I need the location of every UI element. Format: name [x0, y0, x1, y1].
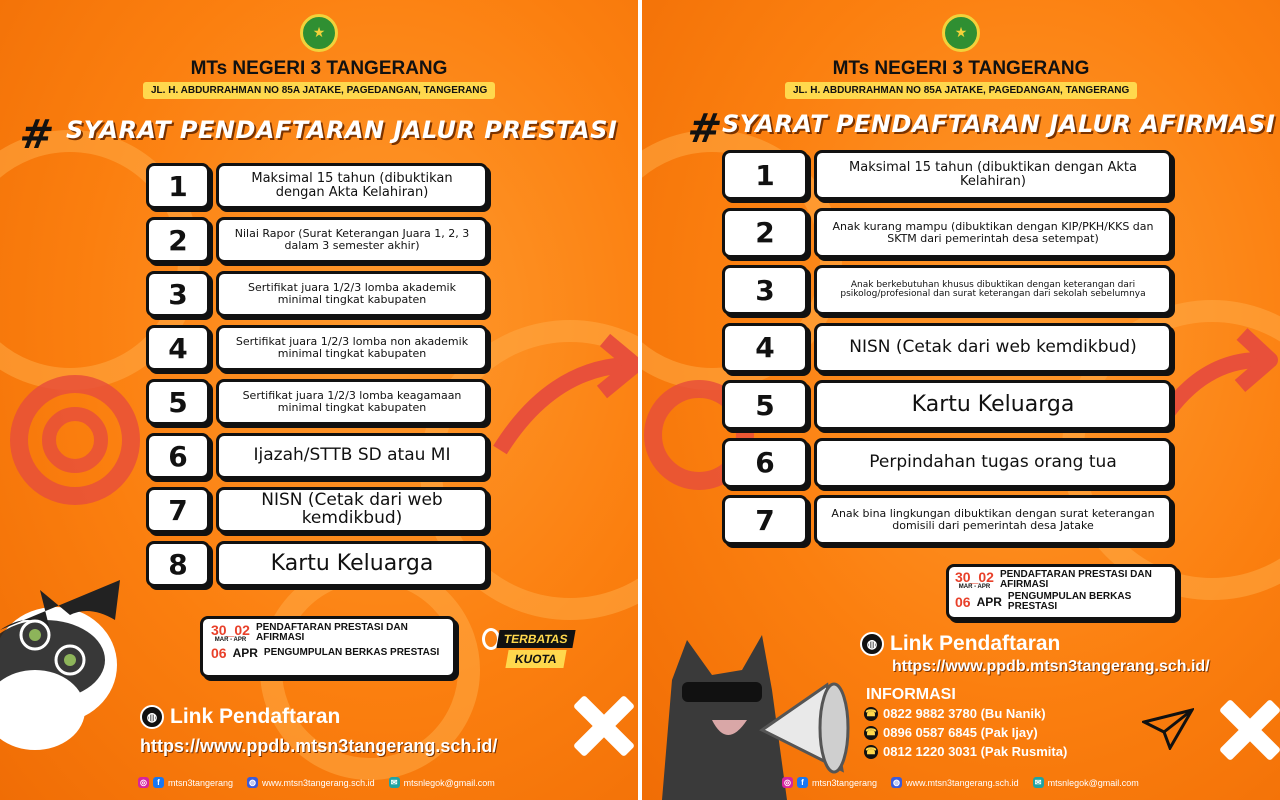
registration-label: PENDAFTARAN PRESTASI DAN AFIRMASI [255, 622, 408, 643]
requirement-row [722, 323, 1172, 373]
requirement-row [146, 541, 488, 587]
globe-icon: ◍ [140, 705, 164, 729]
website-text[interactable]: www.mtsn3tangerang.sch.id [262, 777, 375, 788]
school-logo-emblem: ★ [942, 14, 980, 52]
email-icon: ✉ [389, 777, 400, 788]
school-name: MTs NEGERI 3 TANGERANG [190, 58, 448, 79]
requirement-text: Kartu Keluarga [814, 380, 1172, 430]
cross-icon [574, 696, 634, 756]
requirement-number: 5 [146, 379, 210, 425]
registration-link-label [860, 632, 1060, 656]
poster-prestasi [0, 0, 638, 800]
requirement-number: 6 [722, 438, 808, 488]
registration-label: PENDAFTARAN PRESTASI DAN AFIRMASI [999, 569, 1152, 590]
requirement-row [722, 495, 1172, 545]
phone-icon: ☎ [864, 745, 878, 759]
phone-icon: ☎ [864, 707, 878, 721]
requirement-row [146, 271, 488, 317]
contact-text: 0896 0587 6845 (Pak Ijay) [883, 725, 1038, 740]
date-range: 30_02 [955, 569, 994, 585]
requirement-row [146, 433, 488, 479]
submission-label: PENGUMPULAN BERKAS PRESTASI [1007, 591, 1132, 612]
requirement-text: Sertifikat juara 1/2/3 lomba akademik minimal tingkat kabupaten [216, 271, 488, 317]
requirement-row [146, 379, 488, 425]
hash-symbol: # [16, 112, 57, 158]
page-heading: SYARAT PENDAFTARAN JALUR PRESTASI [66, 116, 618, 144]
school-address: JL. H. ABDURRAHMAN NO 85A JATAKE, PAGEDANGAN, TANGERANG [785, 82, 1137, 99]
footer-contacts [138, 777, 495, 788]
requirement-text: Perpindahan tugas orang tua [814, 438, 1172, 488]
submission-label: PENGUMPULAN BERKAS PRESTASI [263, 647, 440, 658]
requirement-row [722, 438, 1172, 488]
requirement-row [722, 150, 1172, 200]
requirement-row [146, 487, 488, 533]
requirement-row [146, 325, 488, 371]
date-single-month: APR [976, 595, 1002, 609]
requirement-text: NISN (Cetak dari web kemdikbud) [216, 487, 488, 533]
instagram-icon: ◎ [782, 777, 793, 788]
quota-badge [498, 630, 574, 668]
web-icon: ◍ [891, 777, 902, 788]
requirement-text: Anak berkebutuhan khusus dibuktikan dengan keterangan dari psikolog/profesional dan surat keterangan dari sekolah sebelumnya [814, 265, 1172, 315]
instagram-icon: ◎ [138, 777, 149, 788]
email-text[interactable]: mtsnlegok@gmail.com [1047, 777, 1139, 788]
quota-badge-bottom: KUOTA [505, 650, 566, 668]
cross-icon [1220, 700, 1280, 760]
facebook-icon: f [153, 777, 164, 788]
requirement-text: Sertifikat juara 1/2/3 lomba non akademik minimal tingkat kabupaten [216, 325, 488, 371]
arrow-decoration [490, 330, 638, 470]
spiral-decoration [42, 407, 108, 473]
requirement-number: 1 [146, 163, 210, 209]
school-logo-emblem: ★ [300, 14, 338, 52]
requirement-number: 6 [146, 433, 210, 479]
info-title: INFORMASI [866, 686, 956, 703]
requirement-row [722, 265, 1172, 315]
page-heading: SYARAT PENDAFTARAN JALUR AFIRMASI [722, 110, 1276, 138]
contact-phone[interactable] [864, 744, 1067, 759]
date-single: 06 [211, 645, 227, 661]
contact-text: 0822 9882 3780 (Bu Nanik) [883, 706, 1046, 721]
requirement-number: 2 [722, 208, 808, 258]
date-single: 06 [955, 594, 971, 610]
requirement-text: Maksimal 15 tahun (dibuktikan dengan Akta Kelahiran) [814, 150, 1172, 200]
requirement-text: Kartu Keluarga [216, 541, 488, 587]
school-name: MTs NEGERI 3 TANGERANG [832, 58, 1090, 79]
requirement-number: 7 [722, 495, 808, 545]
contact-phone[interactable] [864, 706, 1046, 721]
globe-icon: ◍ [860, 632, 884, 656]
date-range-months: MAR - APR [958, 584, 991, 590]
requirement-text: Anak bina lingkungan dibuktikan dengan surat keterangan domisili dari pemerintah desa Jatake [814, 495, 1172, 545]
registration-url[interactable]: https://www.ppdb.mtsn3tangerang.sch.id/ [892, 658, 1210, 675]
phone-icon: ☎ [864, 726, 878, 740]
school-address: JL. H. ABDURRAHMAN NO 85A JATAKE, PAGEDANGAN, TANGERANG [143, 82, 495, 99]
requirement-number: 4 [722, 323, 808, 373]
email-text[interactable]: mtsnlegok@gmail.com [403, 777, 495, 788]
requirement-row [722, 380, 1172, 430]
contact-text: 0812 1220 3031 (Pak Rusmita) [883, 744, 1068, 759]
requirement-row [146, 217, 488, 263]
website-text[interactable]: www.mtsn3tangerang.sch.id [906, 777, 1019, 788]
link-label-text: Link Pendaftaran [890, 632, 1061, 655]
requirement-text: Ijazah/STTB SD atau MI [216, 433, 488, 479]
requirement-number: 5 [722, 380, 808, 430]
requirement-number: 1 [722, 150, 808, 200]
poster-afirmasi [642, 0, 1280, 800]
social-handle[interactable]: mtsn3tangerang [168, 777, 234, 788]
date-range: 30_02 [211, 622, 250, 638]
link-label-text: Link Pendaftaran [170, 705, 341, 728]
cat-megaphone-illustration [642, 620, 852, 800]
requirement-text: Nilai Rapor (Surat Keterangan Juara 1, 2, 3 dalam 3 semester akhir) [216, 217, 488, 263]
registration-url[interactable]: https://www.ppdb.mtsn3tangerang.sch.id/ [140, 736, 498, 756]
requirement-text: Maksimal 15 tahun (dibuktikan dengan Akta Kelahiran) [216, 163, 488, 209]
requirement-number: 7 [146, 487, 210, 533]
paper-plane-icon [1142, 708, 1194, 750]
date-single-month: APR [232, 646, 258, 660]
requirement-number: 2 [146, 217, 210, 263]
social-handle[interactable]: mtsn3tangerang [812, 777, 878, 788]
requirement-text: Anak kurang mampu (dibuktikan dengan KIP/PKH/KKS dan SKTM dari pemerintah desa setempat) [814, 208, 1172, 258]
web-icon: ◍ [247, 777, 258, 788]
requirement-number: 3 [146, 271, 210, 317]
requirement-text: NISN (Cetak dari web kemdikbud) [814, 323, 1172, 373]
contact-phone[interactable] [864, 725, 1038, 740]
cat-illustration [0, 570, 130, 750]
requirement-text: Sertifikat juara 1/2/3 lomba keagamaan minimal tingkat kabupaten [216, 379, 488, 425]
requirement-number: 8 [146, 541, 210, 587]
registration-link-label [140, 705, 340, 729]
date-range-months: MAR - APR [214, 637, 247, 643]
requirement-number: 3 [722, 265, 808, 315]
footer-contacts [782, 777, 1139, 788]
facebook-icon: f [797, 777, 808, 788]
requirement-row [722, 208, 1172, 258]
quota-badge-top: TERBATAS [496, 630, 575, 648]
schedule-box [200, 616, 456, 678]
hash-symbol: # [684, 106, 725, 152]
requirement-number: 4 [146, 325, 210, 371]
email-icon: ✉ [1033, 777, 1044, 788]
requirement-row [146, 163, 488, 209]
schedule-box [946, 564, 1178, 620]
